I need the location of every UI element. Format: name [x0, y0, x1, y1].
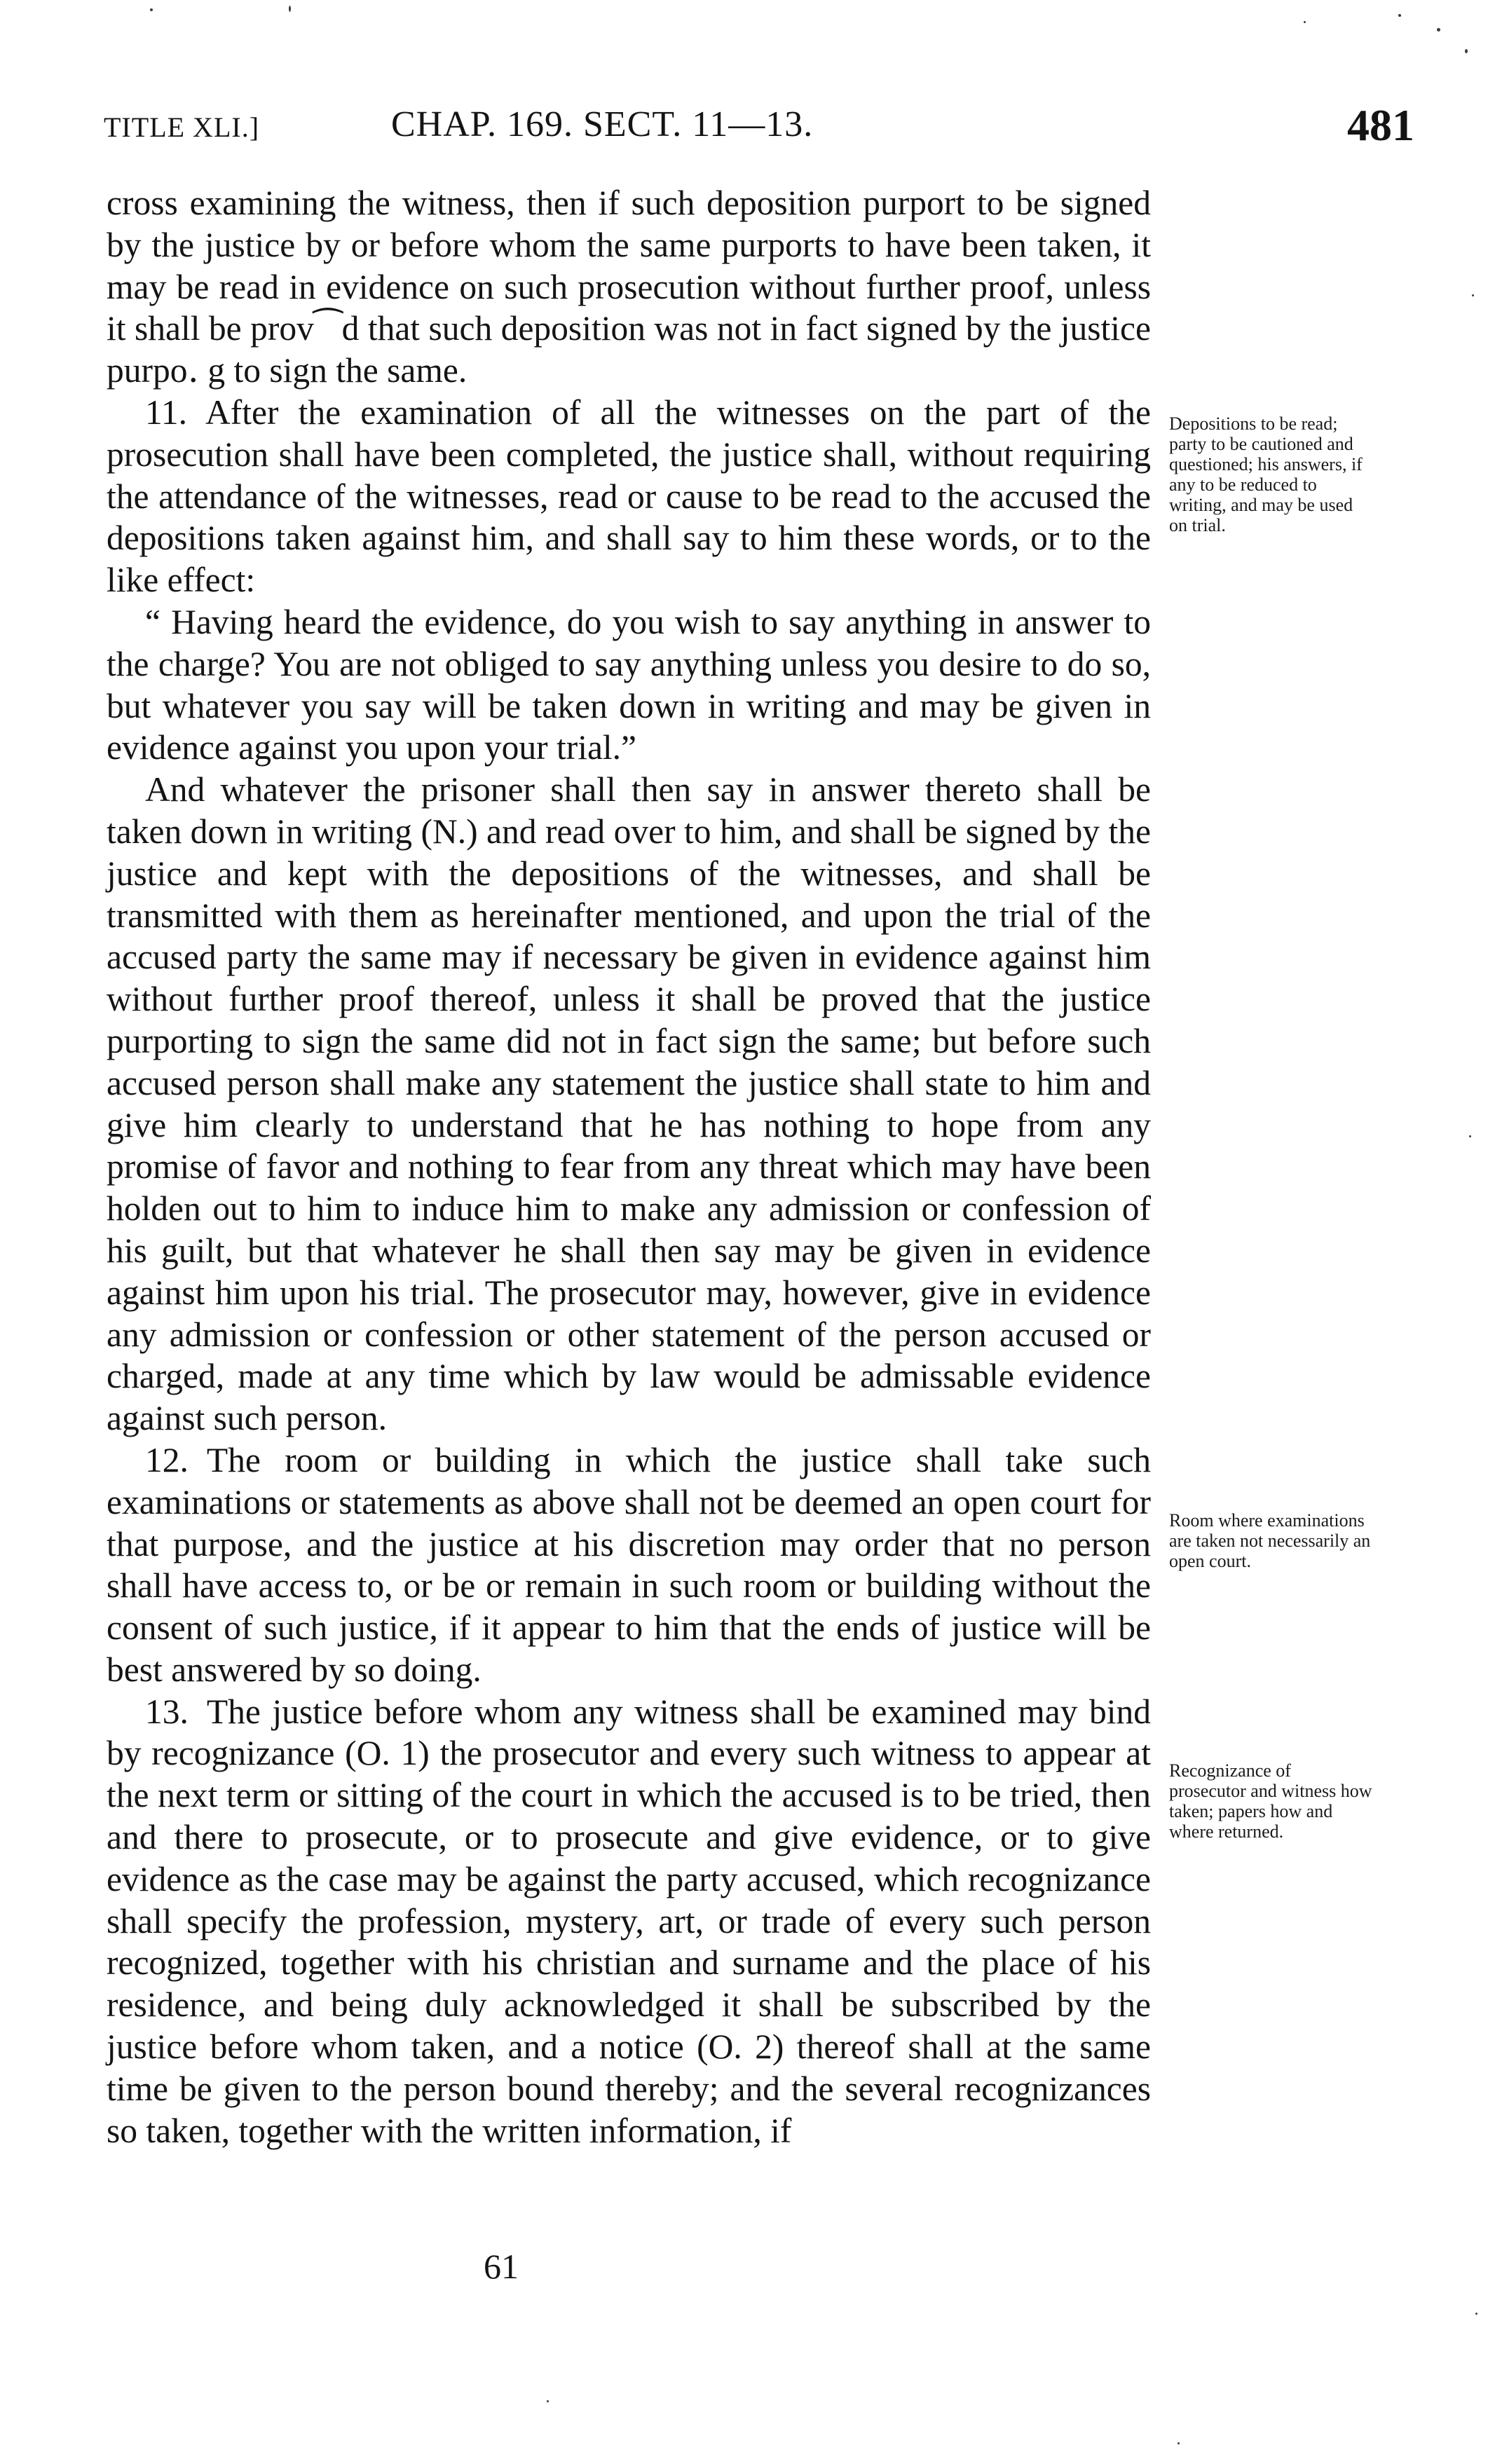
margin-note-section-11: Depositions to be read; party to be cautioned and questioned; his answers, if any to be reduced to writing, and may be used on trial. — [1169, 413, 1363, 535]
section-number: 11. — [145, 392, 188, 432]
page-number: 481 — [1347, 100, 1414, 150]
scan-speck — [547, 2400, 549, 2402]
scan-speck — [150, 8, 153, 11]
section-13 — [107, 1691, 1151, 2152]
continued-paragraph: cross examining the witness, then if such deposition purport to be signed by the justice by or before whom the same purports to have been taken, it may be read in evidence on such prosecution without further proof, unless it shall be prov⁀d that such deposition was not in fact signed by the justice purpo․ g to sign the same. — [107, 184, 1151, 390]
running-header — [104, 98, 1414, 154]
section-number: 12. — [145, 1440, 189, 1479]
signature-mark: 61 — [484, 2247, 519, 2286]
body-text — [107, 182, 1151, 2151]
margin-note-section-13: Recognizance of prosecutor and witness how taken; papers how and where returned. — [1169, 1760, 1372, 1842]
scan-speck — [1465, 49, 1468, 53]
statement-paragraph: And whatever the prisoner shall then say in answer thereto shall be taken down in writing (N.) and read over to him, and shall be signed by the justice and kept with the depositions of the witnesses, and shall be transmitted with them as hereinafter mentioned, and upon the trial of the accused party the same may if necessary be given in evidence against him without further proof thereof, unless it shall be proved that the justice purporting to sign the same did not in fact sign the same; but before such accused person shall make any statement the justice shall state to him and give him clearly to understand that he has nothing to hope from any promise of favor and nothing to fear from any threat which may have been holden out to him to induce him to make any admission or confession of his guilt, but that whatever he shall then say may be given in evidence against him upon his trial. The prosecutor may, however, give in evidence any admission or confession or other statement of the person accused or charged, made at any time which by law would be admissable evidence against such person. — [107, 770, 1151, 1438]
scan-speck — [1398, 14, 1401, 17]
section-text: The justice before whom any witness shall be examined may bind by recognizance (O. 1) the prosecutor and every such witness to appear at the next term or sitting of the court in which the accused is to be tried, then and there to prosecute, or to prosecute and give evidence, or to give evidence as the case may be against the party accused, which recognizance shall specify the profession, mystery, art, or trade of every such person recognized, together with his christian and surname and the place of his residence, and being duly acknowledged it shall be subscribed by the justice before whom taken, and a notice (O. 2) thereof shall at the same time be given to the person bound thereby; and the several recognizances so taken, together with the written information, if — [107, 1692, 1151, 2150]
scan-speck — [1304, 21, 1306, 23]
scan-speck — [1475, 2313, 1477, 2315]
margin-note-section-12: Room where examinations are taken not necessarily an open court. — [1169, 1510, 1371, 1571]
scan-speck — [289, 6, 291, 12]
section-number: 13. — [145, 1692, 189, 1731]
header-chapter-section: CHAP. 169. SECT. 11—13. — [391, 104, 814, 144]
section-12 — [107, 1439, 1151, 1691]
caution-quote: “ Having heard the evidence, do you wish to say anything in answer to the charge? You are not obliged to say anything unless you desire to do so, but whatever you say will be taken down in writing and may be given in evidence against you upon your trial.” — [107, 602, 1151, 767]
scan-speck — [1469, 1135, 1471, 1137]
scan-speck — [1437, 28, 1440, 32]
scan-speck — [1472, 294, 1474, 296]
section-text: After the examination of all the witnesses on the part of the prosecution shall have been completed, the justice shall, without requiring the attendance of the witnesses, read or cause to be read to the accused the depositions taken against him, and shall say to him these words, or to the like effect: — [107, 392, 1151, 600]
scan-speck — [1178, 2442, 1180, 2444]
section-11 — [107, 392, 1151, 601]
header-title: TITLE XLI.] — [104, 111, 260, 143]
section-text: The room or building in which the justice shall take such examinations or statements as above shall not be deemed an open court for that purpose, and the justice at his discretion may order that no person shall have access to, or be or remain in such room or building without the consent of such justice, if it appear to him that the ends of justice will be best answered by so doing. — [107, 1440, 1151, 1689]
